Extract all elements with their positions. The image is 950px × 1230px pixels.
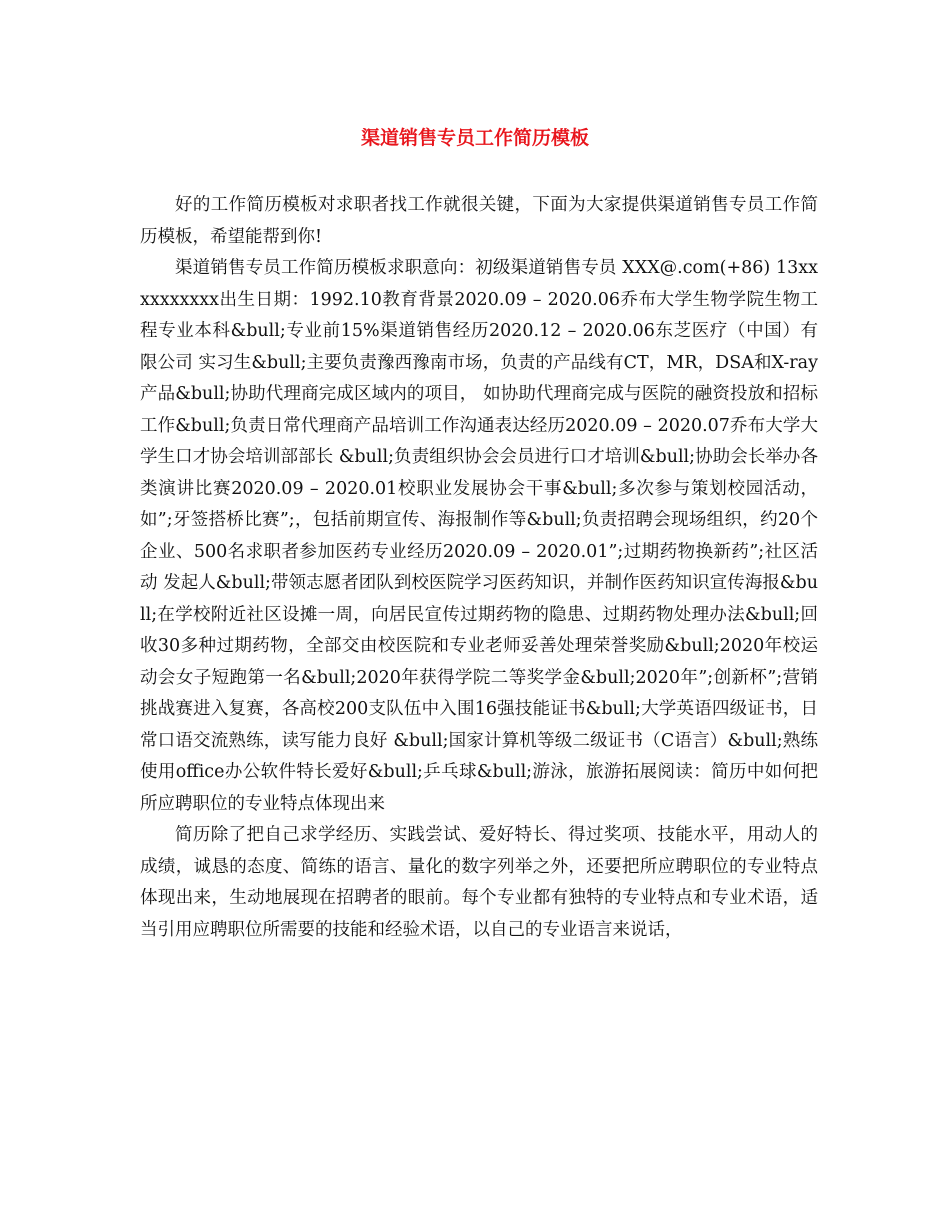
document-body xyxy=(140,190,818,946)
extended-reading-paragraph: 简历除了把自己求学经历、实践尝试、爱好特长、得过奖项、技能水平，用动人的成绩，诚恳的态度、简练的语言、量化的数字列举之外，还要把所应聘职位的专业特点体现出来，生动地展现在招聘者的眼前。每个专业都有独特的专业特点和专业术语，适当引用应聘职位所需要的技能和经验术语，以自己的专业语言来说话， xyxy=(140,825,818,940)
intro-paragraph: 好的工作简历模板对求职者找工作就很关键，下面为大家提供渠道销售专员工作简历模板，希望能帮到你! xyxy=(140,195,818,247)
resume-template-paragraph: 渠道销售专员工作简历模板求职意向：初级渠道销售专员 XXX@.com(+86) 13xxxxxxxxxx出生日期：1992.10教育背景2020.09 – 2020.06乔布大学生物学院生物工程专业本科&bull;专业前15%渠道销售经历2020.12 – 2020.06东芝医疗（中国）有限公司 实习生&bull;主要负责豫西豫南市场，负责的产品线有CT，MR，DSA和X-ray产品&bull;协助代理商完成区域内的项目， 如协助代理商完成与医院的融资投放和招标工作&bull;负责日常代理商产品培训工作沟通表达经历2020.09 – 2020.07乔布大学大学生口才协会培训部部长 &bull;负责组织协会会员进行口才培训&bull;协助会长举办各类演讲比赛2020.09 – 2020.01校职业发展协会干事&bull;多次参与策划校园活动，如”;牙签搭桥比赛”;，包括前期宣传、海报制作等&bull;负责招聘会现场组织，约20个企业、500名求职者参加医药专业经历2020.09 – 2020.01”;过期药物换新药”;社区活动 发起人&bull;带领志愿者团队到校医院学习医药知识，并制作医药知识宣传海报&bull;在学校附近社区设摊一周，向居民宣传过期药物的隐患、过期药物处理办法&bull;回收30多种过期药物，全部交由校医院和专业老师妥善处理荣誉奖励&bull;2020年校运动会女子短跑第一名&bull;2020年获得学院二等奖学金&bull;2020年”;创新杯”;营销挑战赛进入复赛，各高校200支队伍中入围16强技能证书&bull;大学英语四级证书，日常口语交流熟练，读写能力良好 &bull;国家计算机等级二级证书（C语言）&bull;熟练使用office办公软件特长爱好&bull;乒乓球&bull;游泳，旅游拓展阅读：简历中如何把所应聘职位的专业特点体现出来 xyxy=(140,258,818,814)
document-title: 渠道销售专员工作简历模板 xyxy=(360,127,589,149)
